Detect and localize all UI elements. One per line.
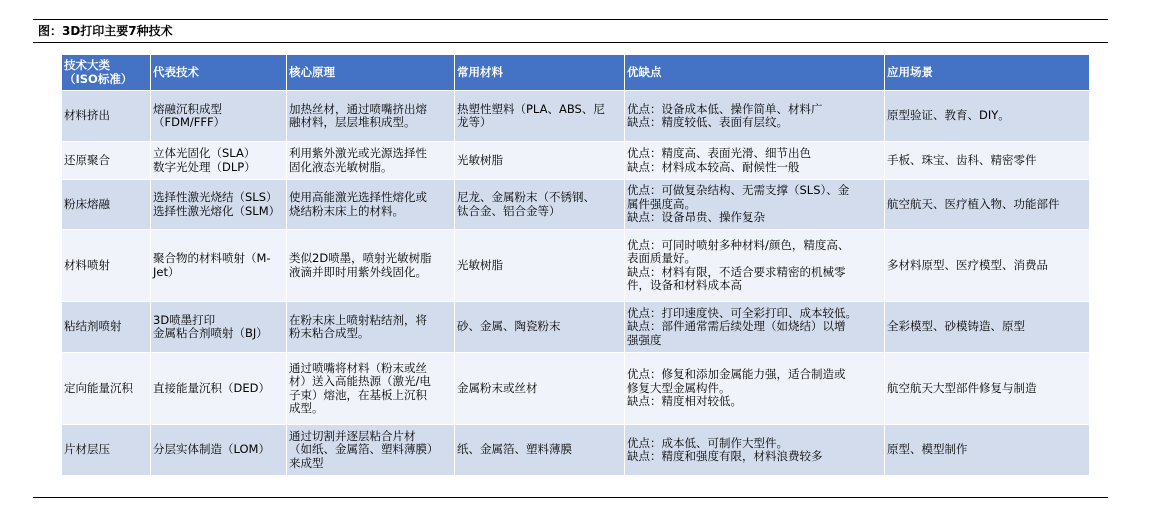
material-cell xyxy=(455,230,625,302)
cell-line: （FDM/FFF） xyxy=(153,115,226,129)
cell-line: 子束）熔池，在基板上沉积 xyxy=(289,387,427,402)
cell-line: 成型。 xyxy=(289,401,324,415)
table-row xyxy=(62,230,1090,302)
cell-line: 通过切割并逐层粘合片材 xyxy=(289,428,416,443)
cell-line: 材）送入高能热源（激光/电 xyxy=(289,374,431,388)
application-cell: 原型验证、教育、DIY。 xyxy=(885,91,1090,142)
tech-cell xyxy=(151,91,287,142)
cell-line: 优点：可同时喷射多种材料/颜色，精度高、 xyxy=(627,237,850,252)
material-cell xyxy=(455,142,625,180)
cell-line: 尼龙、金属粉末（不锈钢、 xyxy=(457,190,595,204)
cell-line: 光敏树脂 xyxy=(457,257,503,272)
proscons-cell xyxy=(625,180,885,230)
category-cell: 还原聚合 xyxy=(62,142,151,180)
table-row xyxy=(62,302,1090,353)
proscons-cell xyxy=(625,230,885,302)
cell-line: 砂、金属、陶瓷粉末 xyxy=(457,319,561,334)
table-row xyxy=(62,425,1090,476)
principle-cell xyxy=(287,302,455,353)
title-rule xyxy=(33,42,1108,43)
category-cell: 定向能量沉积 xyxy=(62,353,151,425)
table-header-row xyxy=(62,55,1090,91)
cell-line: 烧结粉末床上的材料。 xyxy=(289,203,404,218)
material-cell xyxy=(455,353,625,425)
cell-line: 龙等） xyxy=(457,115,492,129)
cell-line: 优点：可做复杂结构、无需支撑（SLS）、金 xyxy=(627,183,850,198)
principle-cell xyxy=(287,180,455,230)
application-cell: 手板、珠宝、齿科、精密零件 xyxy=(885,142,1090,180)
cell-line: 金属粘合剂喷射（BJ） xyxy=(153,326,268,340)
cell-line: 固化液态光敏树脂。 xyxy=(289,159,393,174)
header-category: 技术大类 （ISO标准） xyxy=(62,55,151,91)
application-cell: 航空航天大型部件修复与制造 xyxy=(885,353,1090,425)
cell-line: 优点：成本低、可制作大型件。 xyxy=(627,435,788,450)
application-cell: 多材料原型、医疗模型、消费品 xyxy=(885,230,1090,302)
tech-cell xyxy=(151,353,287,425)
proscons-cell xyxy=(625,91,885,142)
cell-line: 光敏树脂 xyxy=(457,152,503,167)
tech-cell xyxy=(151,425,287,476)
cell-line: 缺点：精度较低、表面有层纹。 xyxy=(627,115,788,129)
cell-line: 缺点：精度和强度有限，材料浪费较多 xyxy=(627,449,823,463)
material-cell xyxy=(455,91,625,142)
application-cell: 原型、模型制作 xyxy=(885,425,1090,476)
proscons-cell xyxy=(625,302,885,353)
cell-line: 强强度 xyxy=(627,332,662,347)
cell-line: 粉末粘合成型。 xyxy=(289,326,370,340)
principle-cell xyxy=(287,425,455,476)
cell-line: 缺点：材料成本较高、耐候性一般 xyxy=(627,159,800,174)
tech-cell xyxy=(151,180,287,230)
principle-cell xyxy=(287,142,455,180)
category-cell: 粘结剂喷射 xyxy=(62,302,151,353)
cell-line: （如纸、金属箔、塑料薄膜） xyxy=(289,442,439,457)
cell-line: 立体光固化（SLA） xyxy=(153,146,256,160)
cell-line: 缺点：精度相对较低。 xyxy=(627,394,742,409)
application-cell: 全彩模型、砂模铸造、原型 xyxy=(885,302,1090,353)
category-cell: 片材层压 xyxy=(62,425,151,476)
material-cell xyxy=(455,302,625,353)
cell-line: Jet） xyxy=(153,264,180,279)
cell-line: 通过喷嘴将材料（粉末或丝 xyxy=(289,360,427,375)
cell-line: 优点：精度高、表面光滑、细节出色 xyxy=(627,146,811,160)
technology-table xyxy=(61,54,1090,476)
cell-line: 热塑性塑料（PLA、ABS、尼 xyxy=(457,101,605,116)
cell-line: 融材料，层层堆积成型。 xyxy=(289,115,416,129)
tech-cell xyxy=(151,230,287,302)
material-cell xyxy=(455,425,625,476)
principle-cell xyxy=(287,230,455,302)
material-cell xyxy=(455,180,625,230)
cell-line: 属件强度高。 xyxy=(627,196,696,211)
category-cell: 粉床熔融 xyxy=(62,180,151,230)
table-body xyxy=(62,91,1090,476)
table-row xyxy=(62,142,1090,180)
cell-line: 利用紫外激光或光源选择性 xyxy=(289,146,427,160)
cell-line: 金属粉末或丝材 xyxy=(457,380,538,395)
cell-line: 纸、金属箔、塑料薄膜 xyxy=(457,442,572,457)
header-material: 常用材料 xyxy=(455,55,625,91)
tech-cell xyxy=(151,302,287,353)
table-row xyxy=(62,91,1090,142)
cell-line: 加热丝材，通过喷嘴挤出熔 xyxy=(289,101,427,116)
cell-line: 优点：修复和添加金属能力强，适合制造或 xyxy=(627,367,846,382)
cell-line: 类似2D喷墨，喷射光敏树脂 xyxy=(289,251,432,265)
cell-line: 修复大型金属构件。 xyxy=(627,380,731,395)
proscons-cell xyxy=(625,425,885,476)
principle-cell xyxy=(287,353,455,425)
cell-line: 优点：设备成本低、操作简单、材料广 xyxy=(627,101,823,116)
category-cell: 材料喷射 xyxy=(62,230,151,302)
cell-line: 直接能量沉积（DED） xyxy=(153,380,270,395)
principle-cell xyxy=(287,91,455,142)
top-rule xyxy=(33,19,1108,20)
cell-line: 选择性激光烧结（SLS） xyxy=(153,190,278,204)
cell-line: 选择性激光熔化（SLM） xyxy=(153,203,281,218)
proscons-cell xyxy=(625,142,885,180)
cell-line: 缺点：材料有限，不适合要求精密的机械零 xyxy=(627,264,846,279)
cell-line: 3D喷墨打印 xyxy=(153,312,216,327)
cell-line: 优点：打印速度快、可全彩打印、成本较低。 xyxy=(627,305,857,320)
figure-title: 图：3D打印主要7种技术 xyxy=(38,24,173,38)
table-row xyxy=(62,180,1090,230)
tech-cell xyxy=(151,142,287,180)
cell-line: 缺点：设备昂贵、操作复杂 xyxy=(627,210,765,225)
cell-line: 来成型 xyxy=(289,455,324,470)
cell-line: 钛合金、铝合金等） xyxy=(457,203,561,218)
header-application: 应用场景 xyxy=(885,55,1090,91)
table-row xyxy=(62,353,1090,425)
header-principle: 核心原理 xyxy=(287,55,455,91)
cell-line: 熔融沉积成型 xyxy=(153,101,222,116)
cell-line: 分层实体制造（LOM） xyxy=(153,442,270,457)
cell-line: 液滴并即时用紫外线固化。 xyxy=(289,264,427,279)
cell-line: 数字光处理（DLP） xyxy=(153,159,256,174)
header-tech: 代表技术 xyxy=(151,55,287,91)
category-cell: 材料挤出 xyxy=(62,91,151,142)
cell-line: 聚合物的材料喷射（M- xyxy=(153,251,271,265)
cell-line: 使用高能激光选择性熔化或 xyxy=(289,190,427,204)
proscons-cell xyxy=(625,353,885,425)
cell-line: 在粉末床上喷射粘结剂，将 xyxy=(289,312,427,327)
header-proscons: 优缺点 xyxy=(625,55,885,91)
cell-line: 件，设备和材料成本高 xyxy=(627,278,742,292)
bottom-rule xyxy=(33,497,1108,498)
application-cell: 航空航天、医疗植入物、功能部件 xyxy=(885,180,1090,230)
cell-line: 缺点：部件通常需后续处理（如烧结）以增 xyxy=(627,319,846,334)
cell-line: 表面质量好。 xyxy=(627,251,696,265)
